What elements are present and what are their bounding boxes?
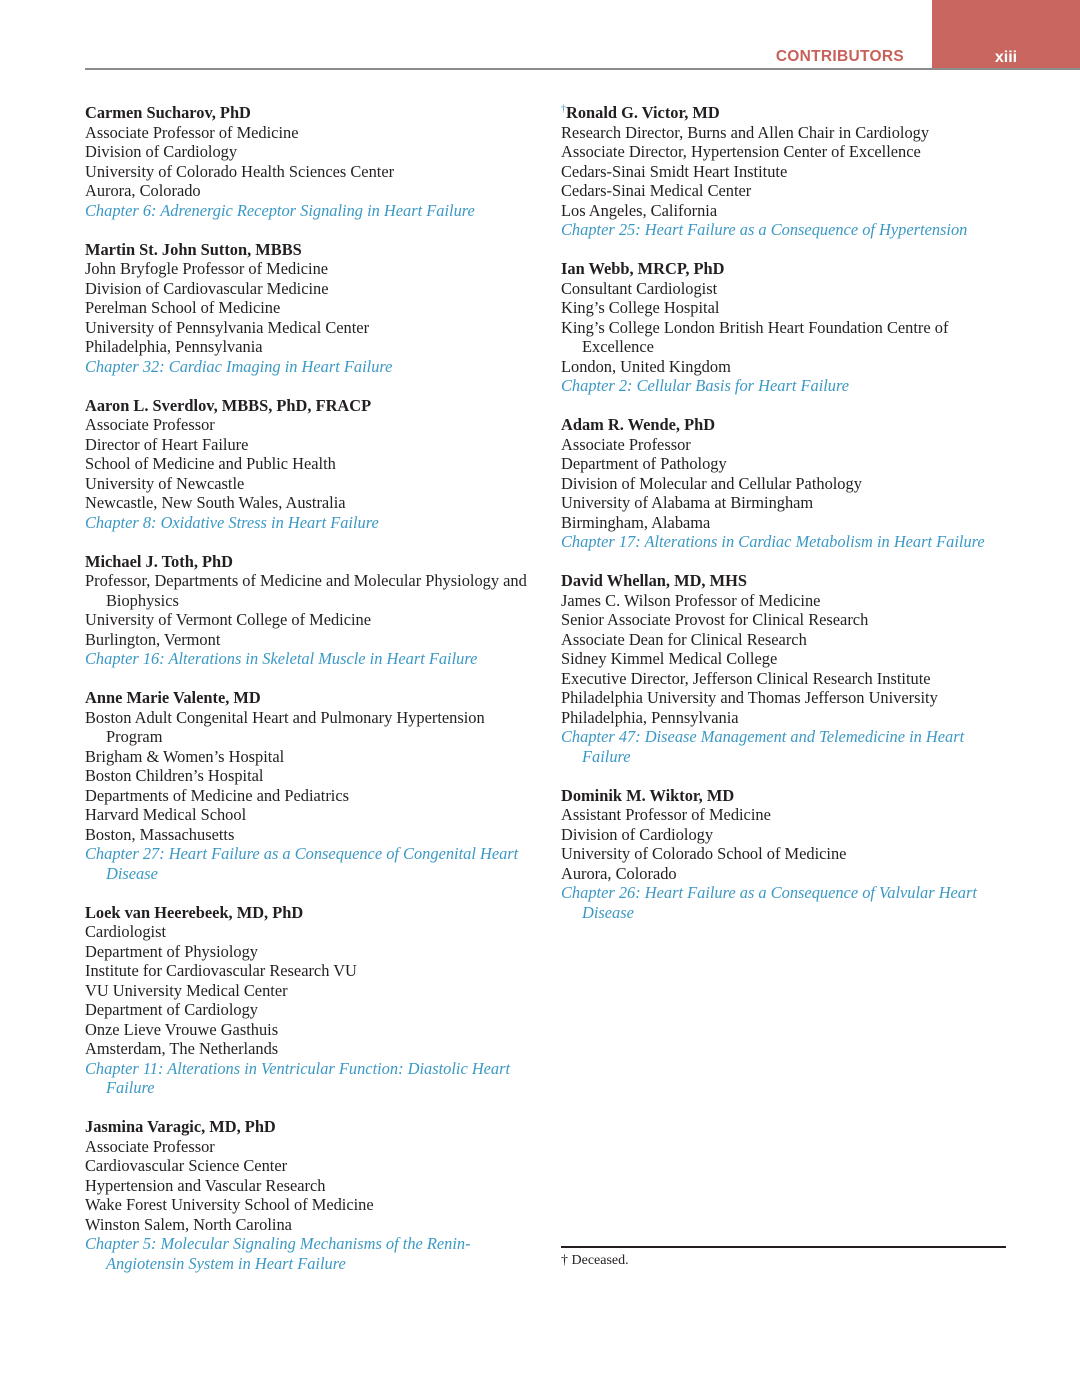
contributor-affiliation: James C. Wilson Professor of Medicine [561, 590, 821, 610]
contributor-name-text: Adam R. Wende, PhD [561, 415, 716, 434]
contributor-entry [561, 415, 1011, 552]
page-number: xiii [994, 49, 1018, 66]
contributor-affiliation: Research Director, Burns and Allen Chair in Cardiology [561, 122, 930, 142]
contributor-name-text: Anne Marie Valente, MD [85, 688, 261, 707]
contributor-affiliation: Associate Professor [561, 434, 691, 454]
chapter-link[interactable]: Chapter 2: Cellular Basis for Heart Failure [561, 376, 850, 395]
contributor-affiliation: Aurora, Colorado [85, 181, 201, 200]
contributor-affiliation: Associate Director, Hypertension Center of Excellence [561, 142, 921, 161]
contributor-affiliation: Cardiologist [85, 922, 167, 941]
contributor-affiliation: University of Colorado School of Medicine [561, 844, 847, 863]
contributor-affiliation: School of Medicine and Public Health [85, 454, 336, 473]
contributor-affiliation: Department of Cardiology [85, 1000, 258, 1019]
contributor-affiliation: King’s College Hospital [561, 298, 720, 317]
contributor-affiliation: Executive Director, Jefferson Clinical Research Institute [561, 668, 931, 688]
contributors-right-column [561, 103, 1011, 942]
contributor-affiliation: Aurora, Colorado [561, 863, 677, 883]
contributor-name [85, 396, 540, 416]
contributor-affiliation: Los Angeles, California [561, 200, 718, 220]
contributor-affiliation: Cardiovascular Science Center [85, 1156, 288, 1175]
contributor-entry [85, 1117, 540, 1273]
contributor-affiliation: University of Newcastle [85, 473, 245, 493]
contributor-name [85, 688, 540, 708]
deceased-dagger-mark: † [561, 103, 566, 115]
contributor-affiliation: Consultant Cardiologist [561, 278, 718, 298]
contributor-affiliation: Associate Dean for Clinical Research [561, 629, 807, 649]
chapter-link[interactable]: Chapter 6: Adrenergic Receptor Signaling in Heart Failure [85, 200, 475, 220]
contributor-affiliation: Newcastle, New South Wales, Australia [85, 493, 346, 512]
contributor-affiliation: Department of Pathology [561, 454, 727, 473]
contributor-affiliation: Division of Molecular and Cellular Pathology [561, 473, 862, 493]
contributor-entry [85, 903, 540, 1098]
contributor-affiliation: Philadelphia, Pennsylvania [561, 707, 739, 727]
contributor-affiliation: Director of Heart Failure [85, 434, 249, 454]
contributor-entry [561, 786, 1011, 923]
contributor-affiliation: Onze Lieve Vrouwe Gasthuis [85, 1019, 279, 1039]
chapter-link[interactable]: Chapter 27: Heart Failure as a Consequence of Congenital Heart Disease [85, 844, 519, 883]
contributor-entry [85, 552, 540, 669]
contributor-entry [561, 259, 1011, 396]
contributor-affiliation: Birmingham, Alabama [561, 512, 711, 532]
section-title: CONTRIBUTORS [775, 48, 904, 65]
chapter-link[interactable]: Chapter 25: Heart Failure as a Consequence of Hypertension [561, 220, 968, 239]
contributor-affiliation: Philadelphia University and Thomas Jefferson University [561, 688, 938, 707]
contributor-affiliation: University of Pennsylvania Medical Center [85, 317, 370, 337]
contributor-name-text: Jasmina Varagic, MD, PhD [85, 1117, 276, 1136]
contributor-affiliation: Boston Adult Congenital Heart and Pulmonary Hypertension Program [85, 707, 485, 746]
contributor-name-text: Ronald G. Victor, MD [566, 103, 720, 122]
contributor-entry [561, 571, 1011, 766]
contributor-affiliation: Institute for Cardiovascular Research VU [85, 961, 357, 980]
contributor-affiliation: Winston Salem, North Carolina [85, 1214, 292, 1234]
footnote-divider [561, 1246, 1006, 1248]
contributor-name [561, 786, 1011, 806]
contributor-affiliation: John Bryfogle Professor of Medicine [85, 259, 329, 278]
contributor-affiliation: Cedars-Sinai Smidt Heart Institute [561, 161, 788, 181]
chapter-link[interactable]: Chapter 26: Heart Failure as a Consequence of Valvular Heart Disease [561, 883, 977, 922]
chapter-link[interactable]: Chapter 17: Alterations in Cardiac Metabolism in Heart Failure [561, 532, 985, 551]
contributor-name [85, 552, 540, 572]
contributor-entry [85, 396, 540, 533]
header-divider [85, 68, 1080, 70]
contributor-affiliation: Associate Professor [85, 1136, 215, 1156]
contributor-name-text: Ian Webb, MRCP, PhD [561, 259, 725, 278]
contributor-affiliation: Assistant Professor of Medicine [561, 805, 771, 824]
contributor-affiliation: King’s College London British Heart Foundation Centre of Excellence [561, 317, 949, 356]
footnote: † Deceased. [561, 1253, 629, 1268]
contributor-name-text: Martin St. John Sutton, MBBS [85, 239, 302, 259]
chapter-link[interactable]: Chapter 16: Alterations in Skeletal Muscle in Heart Failure [85, 649, 478, 668]
contributor-name [85, 103, 540, 123]
chapter-link[interactable]: Chapter 5: Molecular Signaling Mechanisms of the Renin-Angiotensin System in Heart Failure [85, 1234, 471, 1273]
contributor-name [85, 240, 540, 260]
contributor-affiliation: Cedars-Sinai Medical Center [561, 181, 752, 200]
contributor-name [85, 1117, 540, 1137]
contributor-affiliation: Departments of Medicine and Pediatrics [85, 785, 349, 805]
contributor-name [561, 571, 1011, 591]
contributor-affiliation: Hypertension and Vascular Research [85, 1175, 326, 1195]
contributor-affiliation: Amsterdam, The Netherlands [85, 1039, 279, 1058]
contributors-left-column [85, 103, 540, 1293]
contributor-name-text: Dominik M. Wiktor, MD [561, 785, 735, 805]
contributor-affiliation: University of Colorado Health Sciences Center [85, 161, 395, 181]
contributor-name [561, 415, 1011, 435]
contributor-affiliation: Associate Professor of Medicine [85, 122, 299, 142]
contributor-affiliation: Department of Physiology [85, 941, 258, 961]
contributor-affiliation: Harvard Medical School [85, 805, 247, 824]
contributor-affiliation: Sidney Kimmel Medical College [561, 649, 778, 668]
contributor-affiliation: Perelman School of Medicine [85, 298, 281, 317]
contributor-affiliation: Boston, Massachusetts [85, 824, 235, 844]
chapter-link[interactable]: Chapter 47: Disease Management and Telemedicine in Heart Failure [561, 727, 965, 766]
contributor-affiliation: Senior Associate Provost for Clinical Research [561, 610, 869, 629]
chapter-link[interactable]: Chapter 8: Oxidative Stress in Heart Failure [85, 512, 379, 532]
contributor-affiliation: Associate Professor [85, 415, 215, 434]
contributor-name [561, 259, 1011, 279]
contributor-name-text: Aaron L. Sverdlov, MBBS, PhD, FRACP [85, 395, 372, 415]
contributor-affiliation: Division of Cardiology [85, 142, 238, 161]
contributor-affiliation: Division of Cardiovascular Medicine [85, 278, 329, 298]
contributor-affiliation: Burlington, Vermont [85, 629, 221, 649]
chapter-link[interactable]: Chapter 32: Cardiac Imaging in Heart Failure [85, 356, 393, 376]
contributor-affiliation: Boston Children’s Hospital [85, 766, 264, 785]
contributor-affiliation: University of Alabama at Birmingham [561, 493, 814, 512]
contributor-affiliation: University of Vermont College of Medicine [85, 610, 372, 629]
contributor-name [85, 903, 540, 923]
contributor-name-text: Loek van Heerebeek, MD, PhD [85, 902, 304, 922]
contributor-entry [85, 240, 540, 377]
contributor-affiliation: Philadelphia, Pennsylvania [85, 337, 263, 356]
page-number-tab [932, 0, 1080, 69]
contributor-name-text: Carmen Sucharov, PhD [85, 103, 251, 122]
contributor-name-text: Michael J. Toth, PhD [85, 551, 233, 571]
contributor-entry [85, 688, 540, 883]
contributor-name-text: David Whellan, MD, MHS [561, 571, 747, 590]
chapter-link[interactable]: Chapter 11: Alterations in Ventricular Function: Diastolic Heart Failure [85, 1058, 511, 1097]
contributor-entry [561, 103, 1011, 240]
contributor-affiliation: Division of Cardiology [561, 824, 714, 844]
contributor-affiliation: Brigham & Women’s Hospital [85, 746, 285, 766]
contributor-affiliation: London, United Kingdom [561, 356, 731, 376]
contributor-affiliation: VU University Medical Center [85, 980, 288, 1000]
contributor-entry [85, 103, 540, 220]
contributor-affiliation: Professor, Departments of Medicine and Molecular Physiology and Biophysics [85, 571, 527, 610]
contributor-name [561, 103, 1011, 123]
contributor-affiliation: Wake Forest University School of Medicine [85, 1195, 374, 1214]
